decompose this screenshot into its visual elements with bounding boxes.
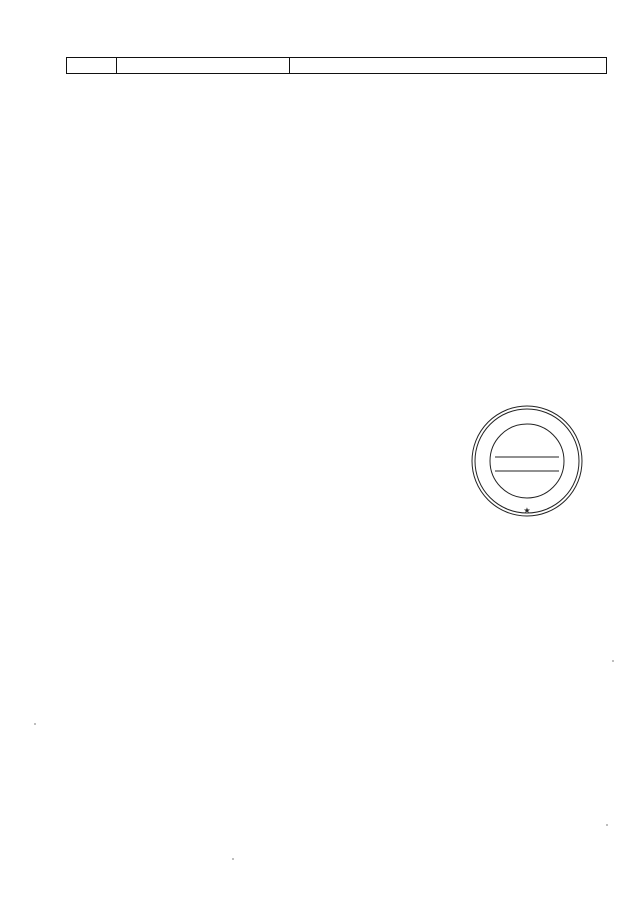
scan-speck: [232, 858, 234, 860]
column-header-3: [290, 58, 607, 74]
stamp-star-icon: ★: [523, 506, 531, 515]
column-header-2: [117, 58, 290, 74]
table-header: [66, 57, 607, 74]
scan-speck: [612, 660, 614, 662]
scan-speck: [606, 824, 608, 826]
scan-speck: [34, 723, 36, 725]
official-stamp: [459, 403, 595, 521]
column-header-1: [67, 58, 117, 74]
